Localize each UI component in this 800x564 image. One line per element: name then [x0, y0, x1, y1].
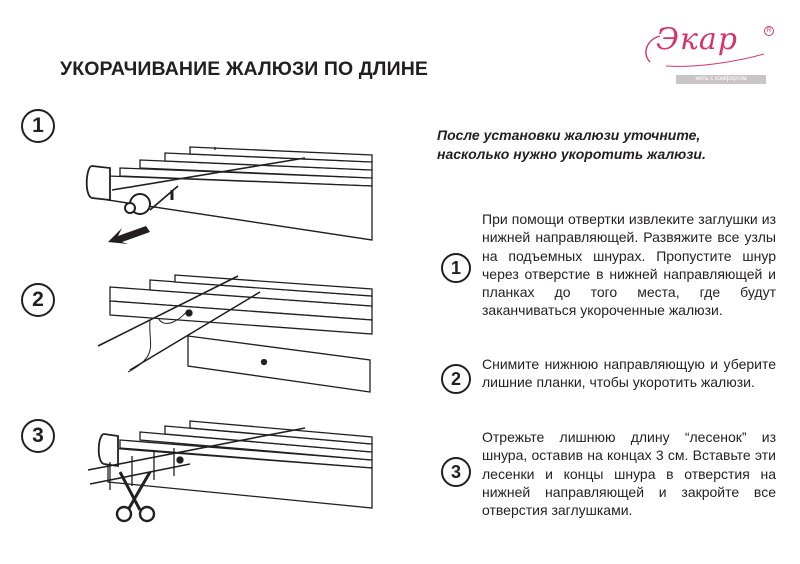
figure-step-2-badge: 2 [21, 283, 55, 317]
logo-wordmark: Экар [656, 22, 738, 57]
logo-tagline: жить с комфортом [676, 75, 766, 84]
illustration-step-3 [88, 421, 372, 521]
illustration-step-2 [98, 275, 372, 392]
intro-text [437, 126, 706, 164]
page-title: УКОРАЧИВАНИЕ ЖАЛЮЗИ ПО ДЛИНЕ [60, 58, 428, 80]
intro-line-1: После установки жалюзи уточните, [437, 127, 701, 143]
step-3-text: Отрежьте лишнюю длину “лесенок” из шнура, оставив на концах 3 см. Вставьте эти лесенки и концы шнура в отверстия на нижней направляющей и закройте все отверстия заглушками. [482, 429, 776, 519]
illustration-step-1 [87, 147, 372, 244]
figure-step-3-badge: 3 [21, 419, 55, 453]
text-step-2-badge: 2 [441, 364, 471, 394]
registered-mark: R [764, 26, 774, 36]
step-2-text: Снимите нижнюю направляющую и уберите лишние планки, чтобы укоротить жалюзи. [482, 356, 776, 391]
text-step-1-badge: 1 [441, 253, 471, 283]
intro-line-2: насколько нужно укоротить жалюзи. [437, 146, 706, 162]
figure-step-1-badge: 1 [21, 109, 55, 143]
text-step-3-badge: 3 [441, 457, 471, 487]
step-1-text: При помощи отвертки извлеките заглушки из нижней направляющей. Развяжите все узлы на подъемных шнурах. Пропустите шнур через отверстие в нижней направляющей и планках до того места, где будут заканчиваться укороченные жалюзи. [482, 211, 776, 319]
